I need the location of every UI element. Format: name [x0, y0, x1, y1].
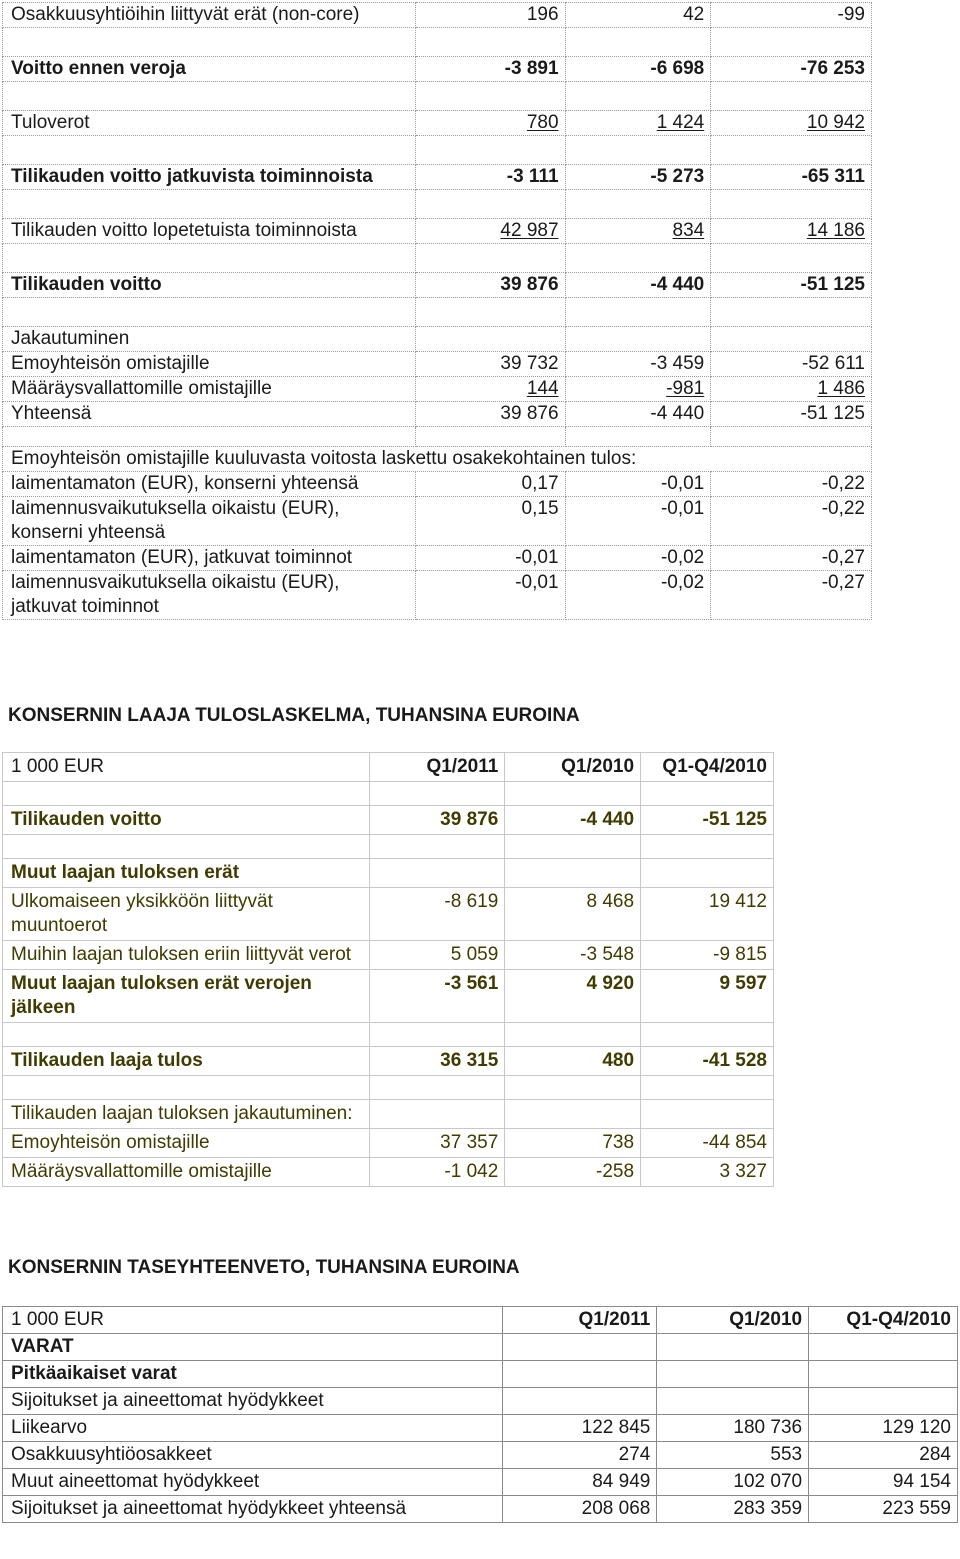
spacer-row	[3, 136, 872, 165]
table-row	[3, 1047, 774, 1076]
value-q1q4-2010: 129 120	[809, 1415, 958, 1442]
spacer-row	[3, 82, 872, 111]
value-q1-2010: -0,01	[565, 472, 711, 497]
spacer-row	[3, 782, 774, 806]
value-q1-2011: 37 357	[369, 1129, 505, 1158]
value-q1q4-2010: 1 486	[817, 378, 865, 399]
table-row	[3, 1334, 958, 1361]
value-q1-2010: -0,02	[565, 546, 711, 571]
table-header-row	[3, 1307, 958, 1334]
value-q1-2011: 208 068	[502, 1496, 657, 1523]
value-q1-2010: -981	[666, 378, 705, 399]
row-label: Tilikauden voitto jatkuvista toiminnoista	[3, 165, 416, 190]
row-label: Tilikauden laaja tulos	[3, 1047, 370, 1076]
row-label: Tuloverot	[3, 111, 416, 136]
section-heading-balance-sheet: KONSERNIN TASEYHTEENVETO, TUHANSINA EUROINA	[8, 1257, 520, 1278]
table-row	[3, 165, 872, 190]
value-q1-2010: -5 273	[565, 165, 711, 190]
table-row	[3, 806, 774, 835]
table-row	[3, 1361, 958, 1388]
value-q1q4-2010: 14 186	[806, 220, 865, 241]
spacer-row	[3, 835, 774, 859]
table-row	[3, 219, 872, 244]
value-q1-2010: 738	[505, 1129, 641, 1158]
table-row	[3, 273, 872, 298]
row-label: Määräysvallattomille omistajille	[3, 1158, 370, 1187]
table-row	[3, 571, 872, 620]
row-label: Voitto ennen veroja	[3, 57, 416, 82]
value-q1-2010: -3 548	[505, 941, 641, 970]
table-row	[3, 859, 774, 888]
row-label: laimennusvaikutuksella oikaistu (EUR), konserni yhteensä	[3, 497, 416, 546]
table-row	[3, 57, 872, 82]
value-q1-2011: -0,01	[415, 571, 565, 620]
table-row	[3, 941, 774, 970]
value-q1q4-2010: 94 154	[809, 1469, 958, 1496]
value-q1-2010: 42	[565, 3, 711, 28]
row-label: Emoyhteisön omistajille	[3, 352, 416, 377]
value-q1-2010: -0,01	[565, 497, 711, 546]
row-label: Tilikauden voitto lopetetuista toiminnoista	[3, 219, 416, 244]
value-q1-2011: -3 561	[369, 970, 505, 1023]
row-label: Sijoitukset ja aineettomat hyödykkeet	[3, 1388, 503, 1415]
comprehensive-income-table	[2, 752, 774, 1187]
table-row	[3, 377, 872, 402]
row-label: Määräysvallattomille omistajille	[3, 377, 416, 402]
row-label: Ulkomaiseen yksikköön liittyvät muuntoerot	[3, 888, 370, 941]
value-q1-2011: 780	[526, 112, 559, 133]
value-q1-2011: 39 876	[415, 402, 565, 427]
row-label: Emoyhteisön omistajille kuuluvasta voitosta laskettu osakekohtainen tulos:	[3, 447, 872, 472]
value-q1q4-2010: -76 253	[711, 57, 872, 82]
value-q1q4-2010: -51 125	[641, 806, 774, 835]
value-q1q4-2010: 284	[809, 1442, 958, 1469]
value-q1-2010: 102 070	[657, 1469, 809, 1496]
value-q1q4-2010: -0,22	[711, 472, 872, 497]
table-row	[3, 3, 872, 28]
row-label: laimennusvaikutuksella oikaistu (EUR), jatkuvat toiminnot	[3, 571, 416, 620]
value-q1q4-2010: 19 412	[641, 888, 774, 941]
value-q1-2011: -3 891	[415, 57, 565, 82]
spacer-row	[3, 28, 872, 57]
table-row	[3, 1442, 958, 1469]
value-q1-2011: -1 042	[369, 1158, 505, 1187]
value-q1-2010: 283 359	[657, 1496, 809, 1523]
value-q1-2010: -4 440	[505, 806, 641, 835]
row-label: laimentamaton (EUR), jatkuvat toiminnot	[3, 546, 416, 571]
value-q1q4-2010: -0,22	[711, 497, 872, 546]
value-q1-2010: -258	[505, 1158, 641, 1187]
value-q1-2010: -3 459	[565, 352, 711, 377]
value-q1-2010: 834	[672, 220, 705, 241]
value-q1q4-2010: -99	[711, 3, 872, 28]
row-label: Osakkuusyhtiöihin liittyvät erät (non-core)	[3, 3, 416, 28]
table-row	[3, 1158, 774, 1187]
row-label: Muihin laajan tuloksen eriin liittyvät verot	[3, 941, 370, 970]
row-label: Sijoitukset ja aineettomat hyödykkeet yhteensä	[3, 1496, 503, 1523]
column-header-q1q4-2010: Q1-Q4/2010	[809, 1307, 958, 1334]
table-row	[3, 447, 872, 472]
table-row	[3, 1100, 774, 1129]
value-q1q4-2010: -0,27	[711, 546, 872, 571]
table-row	[3, 1496, 958, 1523]
unit-header: 1 000 EUR	[3, 753, 370, 782]
value-q1-2010: 4 920	[505, 970, 641, 1023]
spacer-row	[3, 190, 872, 219]
row-label: Emoyhteisön omistajille	[3, 1129, 370, 1158]
value-q1-2011: 122 845	[502, 1415, 657, 1442]
table-row	[3, 402, 872, 427]
table-header-row	[3, 753, 774, 782]
row-label: Tilikauden voitto	[3, 273, 416, 298]
column-header-q1-2011: Q1/2011	[502, 1307, 657, 1334]
value-q1-2010: 1 424	[656, 112, 705, 133]
table-row	[3, 111, 872, 136]
table-row	[3, 970, 774, 1023]
value-q1-2011: 0,15	[415, 497, 565, 546]
table-row	[3, 352, 872, 377]
spacer-row	[3, 1023, 774, 1047]
table-row	[3, 472, 872, 497]
value-q1-2010: 553	[657, 1442, 809, 1469]
spacer-row	[3, 298, 872, 327]
column-header-q1-2010: Q1/2010	[657, 1307, 809, 1334]
section-heading-comprehensive-income: KONSERNIN LAAJA TULOSLASKELMA, TUHANSINA EUROINA	[8, 705, 580, 726]
value-q1-2011: 42 987	[500, 220, 559, 241]
value-q1q4-2010: -9 815	[641, 941, 774, 970]
row-label: Pitkäaikaiset varat	[3, 1361, 503, 1388]
value-q1-2011: 196	[415, 3, 565, 28]
value-q1q4-2010: -65 311	[711, 165, 872, 190]
row-label: Liikearvo	[3, 1415, 503, 1442]
value-q1q4-2010: 223 559	[809, 1496, 958, 1523]
row-label: Muut laajan tuloksen erät verojen jälkeen	[3, 970, 370, 1023]
row-label: Osakkuusyhtiöosakkeet	[3, 1442, 503, 1469]
column-header-q1-2011: Q1/2011	[369, 753, 505, 782]
row-label: Yhteensä	[3, 402, 416, 427]
value-q1q4-2010: -41 528	[641, 1047, 774, 1076]
table-row	[3, 888, 774, 941]
value-q1-2011: 0,17	[415, 472, 565, 497]
value-q1q4-2010: -51 125	[711, 273, 872, 298]
row-label: Muut aineettomat hyödykkeet	[3, 1469, 503, 1496]
value-q1q4-2010: -44 854	[641, 1129, 774, 1158]
value-q1-2010: 8 468	[505, 888, 641, 941]
value-q1-2011: 144	[526, 378, 559, 399]
spacer-row	[3, 1076, 774, 1100]
value-q1-2011: 274	[502, 1442, 657, 1469]
balance-sheet-table	[2, 1306, 958, 1523]
value-q1q4-2010: 10 942	[806, 112, 865, 133]
value-q1-2011: 84 949	[502, 1469, 657, 1496]
value-q1-2011: -0,01	[415, 546, 565, 571]
value-q1q4-2010: 3 327	[641, 1158, 774, 1187]
table-row	[3, 1415, 958, 1442]
value-q1-2011: 39 876	[369, 806, 505, 835]
value-q1-2010: -0,02	[565, 571, 711, 620]
value-q1-2011: 36 315	[369, 1047, 505, 1076]
table-row	[3, 1388, 958, 1415]
table-row	[3, 1469, 958, 1496]
row-label: Jakautuminen	[3, 327, 416, 352]
value-q1q4-2010: 9 597	[641, 970, 774, 1023]
value-q1-2011: -3 111	[415, 165, 565, 190]
value-q1q4-2010: -52 611	[711, 352, 872, 377]
value-q1q4-2010: -0,27	[711, 571, 872, 620]
value-q1-2010: 180 736	[657, 1415, 809, 1442]
value-q1-2010: -4 440	[565, 402, 711, 427]
value-q1-2010: -6 698	[565, 57, 711, 82]
row-label: Muut laajan tuloksen erät	[3, 859, 370, 888]
spacer-row	[3, 427, 872, 447]
row-label: Tilikauden voitto	[3, 806, 370, 835]
column-header-q1q4-2010: Q1-Q4/2010	[641, 753, 774, 782]
value-q1q4-2010: -51 125	[711, 402, 872, 427]
row-label: laimentamaton (EUR), konserni yhteensä	[3, 472, 416, 497]
value-q1-2010: 480	[505, 1047, 641, 1076]
unit-header: 1 000 EUR	[3, 1307, 503, 1334]
spacer-row	[3, 244, 872, 273]
value-q1-2011: 5 059	[369, 941, 505, 970]
table-row	[3, 497, 872, 546]
table-row	[3, 1129, 774, 1158]
value-q1-2011: 39 732	[415, 352, 565, 377]
column-header-q1-2010: Q1/2010	[505, 753, 641, 782]
value-q1-2010: -4 440	[565, 273, 711, 298]
income-statement-table	[2, 2, 872, 620]
value-q1-2011: 39 876	[415, 273, 565, 298]
table-row	[3, 546, 872, 571]
table-row	[3, 327, 872, 352]
row-label: VARAT	[3, 1334, 503, 1361]
value-q1-2011: -8 619	[369, 888, 505, 941]
row-label: Tilikauden laajan tuloksen jakautuminen:	[3, 1100, 370, 1129]
